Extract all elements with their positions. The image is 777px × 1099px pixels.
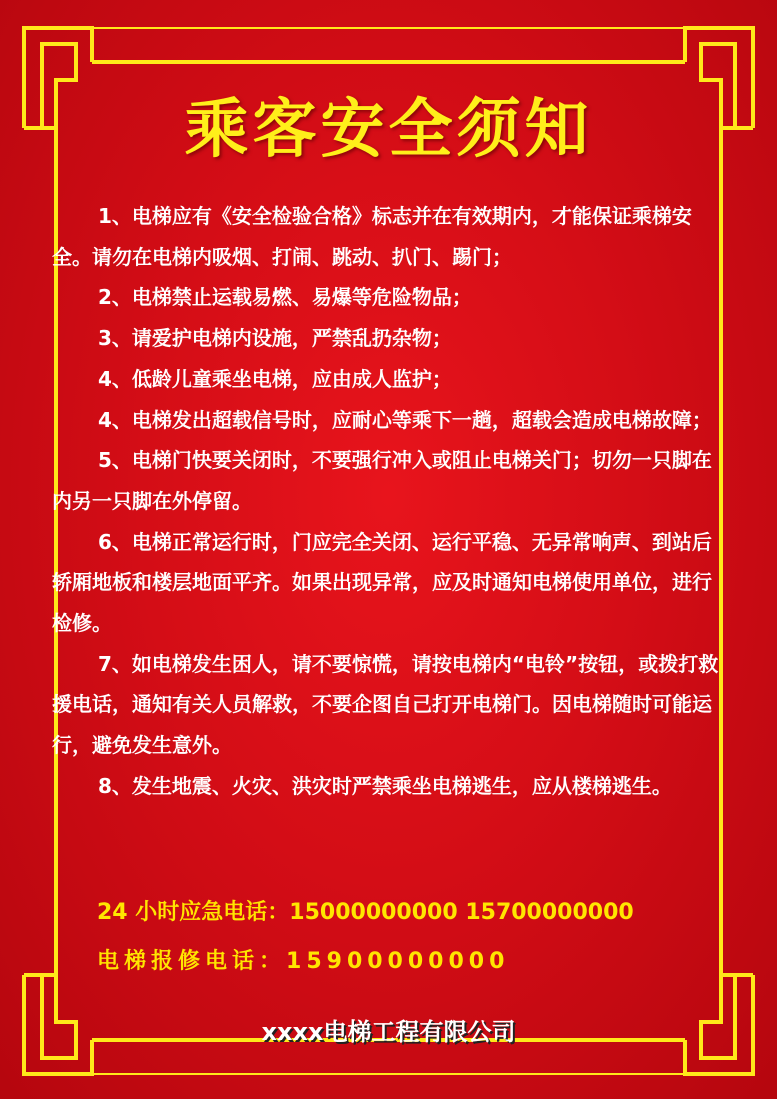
- company-name: xxxx电梯工程有限公司: [261, 1018, 516, 1046]
- emergency-hotline: [97, 895, 634, 926]
- repair-hotline: [97, 944, 509, 975]
- rule-item: 1、电梯应有《安全检验合格》标志并在有效期内，才能保证乘梯安全。请勿在电梯内吸烟、打闹、跳动、扒门、踢门；: [52, 204, 692, 269]
- repair-label: 电梯报修电话：: [97, 949, 287, 974]
- emergency-label: 24 小时应急电话：: [97, 900, 290, 925]
- page-title: 乘客安全须知: [184, 93, 593, 167]
- safety-rules-list: [52, 196, 724, 807]
- repair-number: 15900000000: [286, 949, 510, 974]
- rule-item: 2、电梯禁止运载易燃、易爆等危险物品；: [98, 285, 472, 310]
- rule-item: 6、电梯正常运行时，门应完全关闭、运行平稳、无异常响声、到站后轿厢地板和楼层地面平齐。如果出现异常，应及时通知电梯使用单位，进行检修。: [52, 529, 712, 636]
- rule-item: 4、低龄儿童乘坐电梯，应由成人监护；: [98, 366, 452, 391]
- rule-item: 3、请爱护电梯内设施，严禁乱扔杂物；: [98, 326, 452, 351]
- rule-item: 5、电梯门快要关闭时，不要强行冲入或阻止电梯关门；切勿一只脚在内另一只脚在外停留。: [52, 448, 712, 513]
- rule-item: 4、电梯发出超载信号时，应耐心等乘下一趟，超载会造成电梯故障；: [98, 407, 712, 432]
- rule-item: 7、如电梯发生困人，请不要惊慌，请按电梯内“电铃”按钮，或拨打救援电话，通知有关人员解救，不要企图自己打开电梯门。因电梯随时可能运行，避免发生意外。: [52, 651, 719, 758]
- rule-item: 8、发生地震、火灾、洪灾时严禁乘坐电梯逃生，应从楼梯逃生。: [98, 773, 672, 798]
- emergency-numbers: 15000000000 15700000000: [289, 900, 634, 925]
